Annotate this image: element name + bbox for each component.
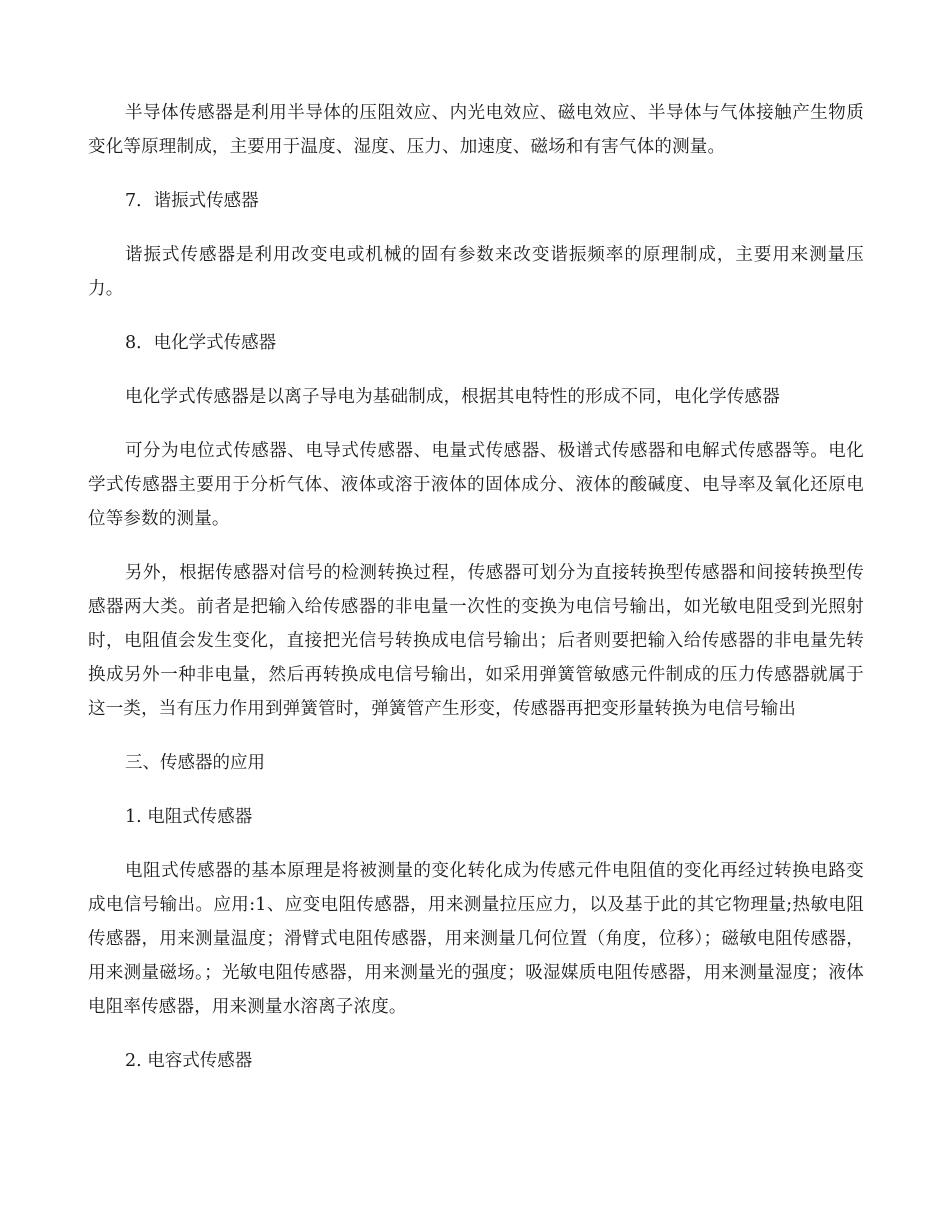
heading-resistive-sensor: 1. 电阻式传感器 [125,807,253,827]
paragraph-resonant-sensor: 谐振式传感器是利用改变电或机械的固有参数来改变谐振频率的原理制成，主要用来测量压力。 [88,245,864,299]
paragraph-resistive-sensor: 电阻式传感器的基本原理是将被测量的变化转化成为传感元件电阻值的变化再经过转换电路变成电信号输出。应用:1、应变电阻传感器，用来测量拉压应力，以及基于此的其它物理量;热敏电阻传感器，用来测量温度；滑臂式电阻传感器，用来测量几何位置（角度，位移）；磁敏电阻传感器，用来测量磁场。；光敏电阻传感器，用来测量光的强度；吸湿媒质电阻传感器，用来测量湿度；液体电阻率传感器，用来测量水溶离子浓度。 [88,861,864,1017]
document-page [88,96,864,1098]
paragraph-conversion-types: 另外，根据传感器对信号的检测转换过程，传感器可划分为直接转换型传感器和间接转换型传感器两大类。前者是把输入给传感器的非电量一次性的变换为电信号输出，如光敏电阻受到光照射时，电阻值会发生变化，直接把光信号转换成电信号输出；后者则要把输入给传感器的非电量先转换成另外一种非电量，然后再转换成电信号输出，如采用弹簧管敏感元件制成的压力传感器就属于这一类，当有压力作用到弹簧管时，弹簧管产生形变，传感器再把变形量转换为电信号输出 [88,563,864,719]
paragraph-electrochemical-intro: 电化学式传感器是以离子导电为基础制成，根据其电特性的形成不同，电化学传感器 [125,387,780,407]
paragraph-semiconductor-sensor: 半导体传感器是利用半导体的压阻效应、内光电效应、磁电效应、半导体与气体接触产生物质变化等原理制成，主要用于温度、湿度、压力、加速度、磁场和有害气体的测量。 [88,103,864,157]
heading-electrochemical-sensor: 8．电化学式传感器 [125,333,277,353]
heading-capacitive-sensor: 2. 电容式传感器 [125,1051,253,1071]
paragraph-electrochemical-types: 可分为电位式传感器、电导式传感器、电量式传感器、极谱式传感器和电解式传感器等。电化学式传感器主要用于分析气体、液体或溶于液体的固体成分、液体的酸碱度、电导率及氧化还原电位等参数的测量。 [88,441,864,529]
heading-sensor-applications: 三、传感器的应用 [125,753,265,773]
heading-resonant-sensor: 7．谐振式传感器 [125,191,259,211]
